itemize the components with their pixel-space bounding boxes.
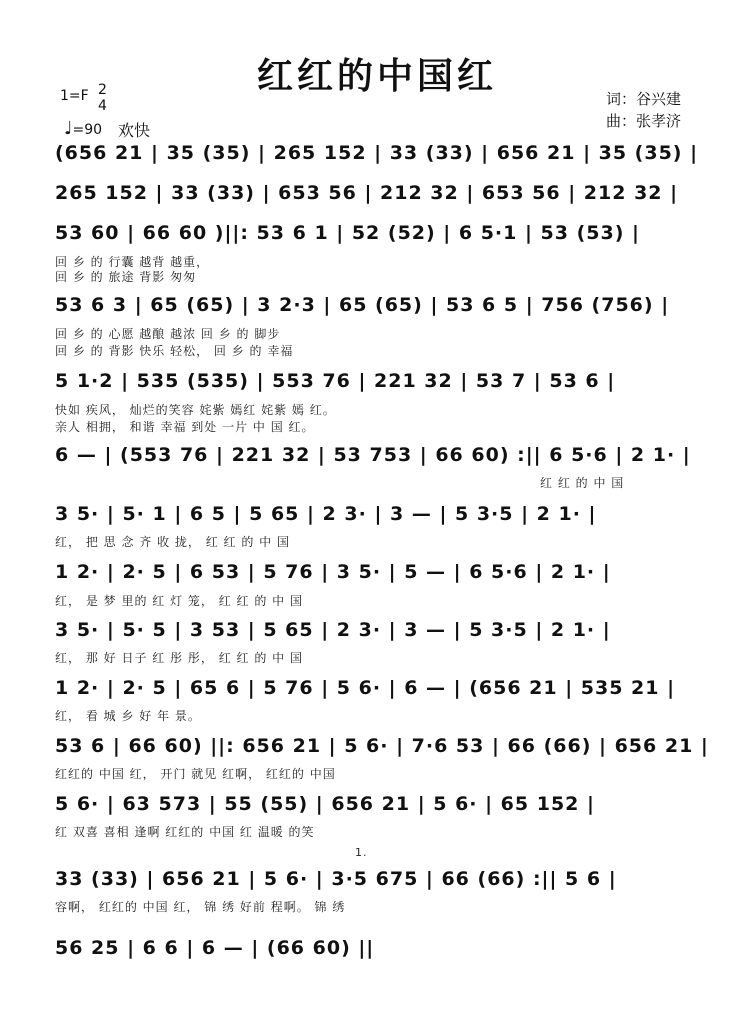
staff-row: 53 6 3 | 65 (65) | 3 2·3 | 65 (65) | 53 6 5 | 756 (756) | — [55, 294, 670, 316]
time-signature-top: 2 — [98, 82, 107, 98]
staff-row: 3 5· | 5· 5 | 3 53 | 5 65 | 2 3· | 3 — | 5 3·5 | 2 1· | — [55, 619, 611, 641]
lyric-line: 容啊， 红红的 中国 红， 锦 绣 好前 程啊。 锦 绣 — [55, 900, 346, 914]
credits — [606, 88, 681, 132]
lyric-line: 回 乡 的 背影 快乐 轻松， 回 乡 的 幸福 — [55, 344, 294, 358]
staff-row: 5 6· | 63 573 | 55 (55) | 656 21 | 5 6· | 65 152 | — [55, 793, 595, 815]
staff-row: 265 152 | 33 (33) | 653 56 | 212 32 | 653 56 | 212 32 | — [55, 182, 679, 204]
tempo-marking — [64, 118, 102, 139]
staff-row: 3 5· | 5· 1 | 6 5 | 5 65 | 2 3· | 3 — | 5 3·5 | 2 1· | — [55, 503, 597, 525]
lyric-line: 亲人 相拥， 和谐 幸福 到处 一片 中 国 红。 — [55, 420, 315, 434]
staff-row: (656 21 | 35 (35) | 265 152 | 33 (33) | 656 21 | 35 (35) | — [55, 142, 699, 164]
composer: 曲：张孝济 — [606, 112, 682, 130]
staff-row: 56 25 | 6 6 | 6 — | (66 60) || — [55, 937, 375, 959]
staff-row: 33 (33) | 656 21 | 5 6· | 3·5 675 | 66 (66) :|| 5 6 | — [55, 868, 617, 890]
lyric-line: 回 乡 的 旅途 背影 匆匆 — [55, 270, 197, 284]
staff-row: 53 6 | 66 60) ||: 656 21 | 5 6· | 7·6 53 | 66 (66) | 656 21 | — [55, 735, 709, 757]
staff-row: 6 — | (553 76 | 221 32 | 53 753 | 66 60) :|| 6 5·6 | 2 1· | — [55, 444, 691, 466]
lyric-line: 红 双喜 喜相 逢啊 红红的 中国 红 温暖 的笑 — [55, 825, 315, 839]
lyric-line: 红， 是 梦 里的 红 灯 笼， 红 红 的 中 国 — [55, 594, 303, 608]
key-label: 1=F — [60, 88, 89, 104]
style-marking: 欢快 — [118, 121, 151, 140]
lyric-line: 红， 看 城 乡 好 年 景。 — [55, 709, 201, 723]
time-signature-bottom: 4 — [98, 98, 107, 114]
lyric-line: 回 乡 的 心愿 越酿 越浓 回 乡 的 脚步 — [55, 327, 281, 341]
staff-row: 1 2· | 2· 5 | 65 6 | 5 76 | 5 6· | 6 — | (656 21 | 535 21 | — [55, 677, 676, 699]
lyric-line: 红， 那 好 日子 红 彤 彤， 红 红 的 中 国 — [55, 651, 303, 665]
lyric-line: 红 红 的 中 国 — [540, 476, 625, 490]
tempo-value: =90 — [72, 122, 103, 138]
volta-bracket-label: 1. — [355, 846, 368, 859]
quarter-note-icon: ♩ — [64, 118, 73, 139]
lyric-line: 红红的 中国 红， 开门 就见 红啊， 红红的 中国 — [55, 767, 336, 781]
song-title: 红红的中国红 — [256, 56, 497, 97]
staff-row: 5 1·2 | 535 (535) | 553 76 | 221 32 | 53 7 | 53 6 | — [55, 370, 616, 392]
lyric-line: 红， 把 思 念 齐 收 拢， 红 红 的 中 国 — [55, 535, 290, 549]
lyric-line: 回 乡 的 行囊 越背 越重， — [55, 255, 210, 269]
key-signature — [60, 88, 89, 104]
time-signature — [98, 82, 107, 114]
lyric-line: 快如 疾风， 灿烂的笑容 姹紫 嫣红 姹紫 嫣 红。 — [55, 403, 336, 417]
staff-row: 53 60 | 66 60 )||: 53 6 1 | 52 (52) | 6 5·1 | 53 (53) | — [55, 222, 640, 244]
lyricist: 词：谷兴建 — [606, 90, 682, 108]
staff-row: 1 2· | 2· 5 | 6 53 | 5 76 | 3 5· | 5 — | 6 5·6 | 2 1· | — [55, 561, 611, 583]
